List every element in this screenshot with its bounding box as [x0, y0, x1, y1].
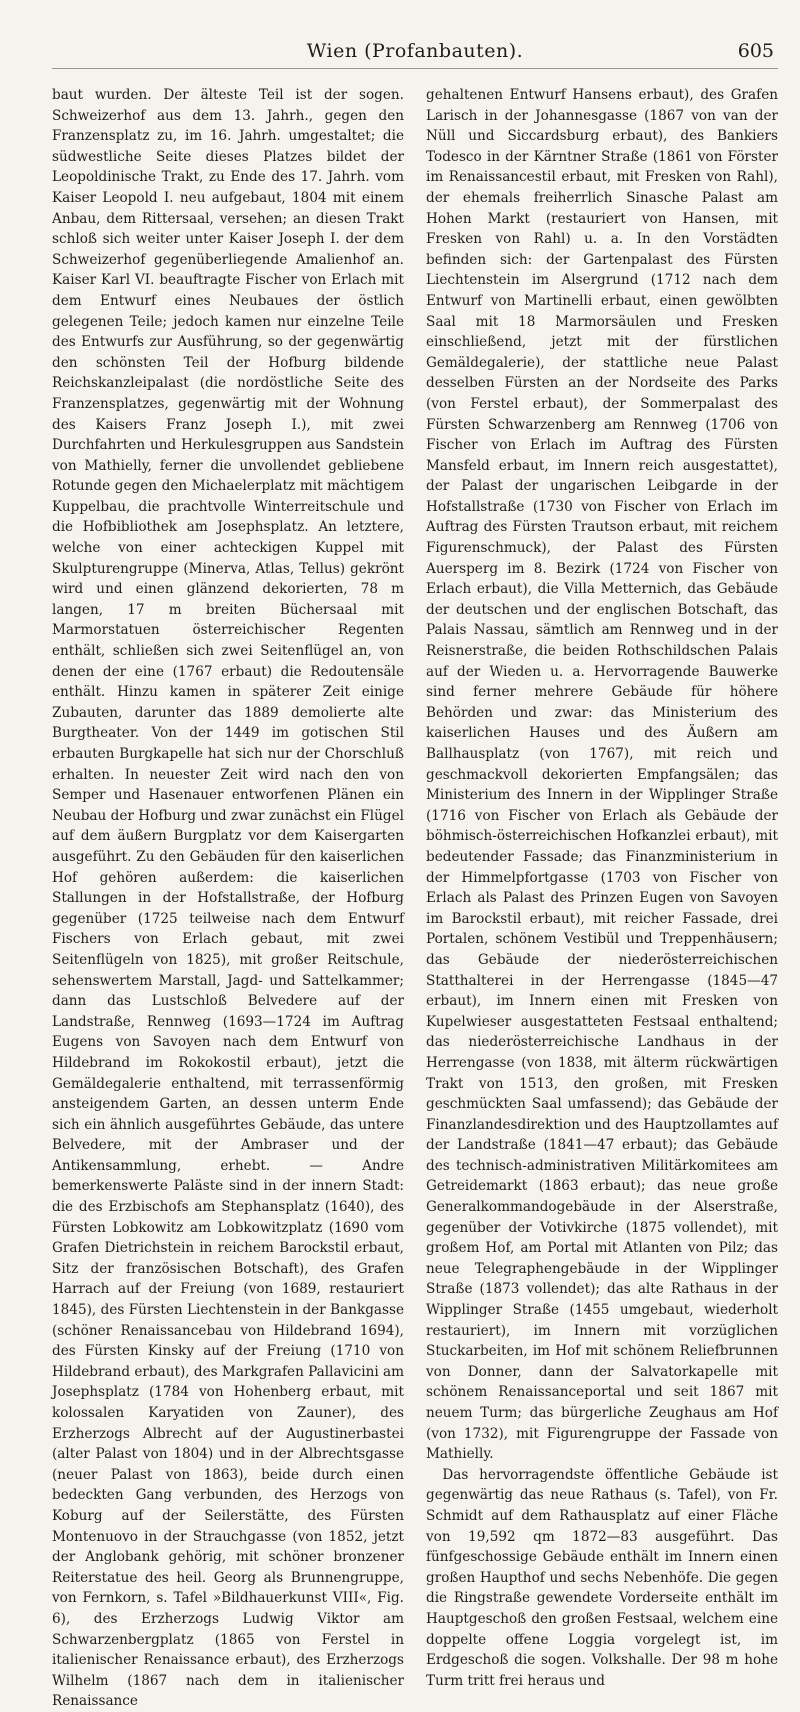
right-paragraph-1: gehaltenen Entwurf Hansens erbaut), des Grafen Larisch in der Johannesgasse (1867 von van der Nüll und Siccardsburg erbaut), des Bankiers Todesco in der Kärntner Straße (1861 von Förster im Renaissancestil erbaut, mit Fresken von Rahl), der ehemals freiherrlich Sinasche Palast am Hohen Markt (restauriert von Hansen, mit Fresken von Rahl) u. a. In den Vorstädten befinden sich: der Gartenpalast des Fürsten Liechtenstein im Alsergrund (1712 nach dem Entwurf von Martinelli erbaut, einen gewölbten Saal mit 18 Marmorsäulen und Fresken einschließend, jetzt mit der fürstlichen Gemäldegalerie), der stattliche neue Palast desselben Fürsten an der Nordseite des Parks (von Ferstel erbaut), der Sommerpalast des Fürsten Schwarzenberg am Rennweg (1706 von Fischer von Erlach im Auftrag des Fürsten Mansfeld erbaut, im Innern reich ausgestattet), der Palast der ungarischen Leibgarde in der Hofstallstraße (1730 von Fischer von Erlach im Auftrag des Fürsten Trautson erbaut, mit reichem Figurenschmuck), der Palast des Fürsten Auersperg im 8. Bezirk (1724 von Fischer von Erlach erbaut), die Villa Metternich, das Gebäude der deutschen und der englischen Botschaft, das Palais Nassau, sämtlich am Rennweg und in der Reisnerstraße, die beiden Rothschildschen Palais auf der Wieden u. a. Hervorragende Bauwerke sind ferner mehrere Gebäude für höhere Behörden und zwar: das Ministerium des kaiserlichen Hauses und des Äußern am Ballhausplatz (von 1767), mit reich und geschmackvoll dekorierten Empfangsälen; das Ministerium des Innern in der Wipplinger Straße (1716 von Fischer von Erlach als Gebäude der böhmisch-österreichischen Hofkanzlei erbaut), mit bedeutender Fassade; das Finanzministerium in der Himmelpfortgasse (1703 von Fischer von Erlach als Palast des Prinzen Eugen von Savoyen im Barockstil erbaut), mit reicher Fassade, drei Portalen, schönem Vestibül und Treppenhäusern; das Gebäude der niederösterreichischen Statthalterei in der Herrengasse (1845—47 erbaut), im Innern einen mit Fresken von Kupelwieser ausgestatteten Festsaal enthaltend; das niederösterreichische Landhaus in der Herrengasse (von 1838, mit älterm rückwärtigen Trakt von 1513, den großen, mit Fresken geschmückten Saal umfassend); das Gebäude der Finanzlandesdirektion und des Hauptzollamtes auf der Landstraße (1841—47 erbaut); das Gebäude des technisch-administrativen Militärkomitees am Getreidemarkt (1863 erbaut); das neue große Generalkommandogebäude in der Alserstraße, gegenüber der Votivkirche (1875 vollendet), mit großem Hof, am Portal mit Atlanten von Pilz; das neue Telegraphengebäude in der Wipplinger Straße (1873 vollendet); das alte Rathaus in der Wipplinger Straße (1455 umgebaut, wiederholt restauriert), im Innern mit vorzüglichen Stuckarbeiten, im Hof mit schönem Reliefbrunnen von Donner, dann der Salvatorkapelle mit schönem Renaissanceportal und seit 1867 mit neuem Turm; das bürgerliche Zeughaus am Hof (von 1732), mit Figurengruppe der Fassade von Mathielly.: [426, 87, 778, 1463]
page-number: 605: [737, 40, 774, 62]
left-column: [52, 85, 404, 1710]
running-head: Wien (Profanbauten).: [306, 40, 524, 62]
right-column: [426, 85, 778, 1689]
page-header: [52, 36, 778, 69]
text-columns: [52, 85, 778, 1710]
left-paragraph-1: baut wurden. Der älteste Teil ist der sogen. Schweizerhof aus dem 13. Jahrh., gegen den Franzensplatz zu, im 16. Jahrh. umgestaltet; die südwestliche Seite dieses Platzes bildet der Leopoldinische Trakt, zu Ende des 17. Jahrh. vom Kaiser Leopold I. neu aufgebaut, 1804 mit einem Anbau, dem Rittersaal, versehen; an diesen Trakt schloß sich weiter unter Kaiser Joseph I. der dem Schweizerhof gegenüberliegende Amalienhof an. Kaiser Karl VI. beauftragte Fischer von Erlach mit dem Entwurf eines Neubaues der östlich gelegenen Teile; jedoch kamen nur einzelne Teile des Entwurfs zur Ausführung, so der gegenwärtig den schönsten Teil der Hofburg bildende Reichskanzleipalast (die nordöstliche Seite des Franzensplatzes, gegenwärtig mit der Wohnung des Kaisers Franz Joseph I.), mit zwei Durchfahrten und Herkulesgruppen aus Sandstein von Mathielly, ferner die unvollendet gebliebene Rotunde gegen den Michaelerplatz mit mächtigem Kuppelbau, die prachtvolle Winterreitschule und die Hofbibliothek am Josephsplatz. An letztere, welche von einer achteckigen Kuppel mit Skulpturengruppe (Minerva, Atlas, Tellus) gekrönt wird und einen glänzend dekorierten, 78 m langen, 17 m breiten Büchersaal mit Marmorstatuen österreichischer Regenten enthält, schließen sich zwei Seitenflügel an, von denen der eine (1767 erbaut) die Redoutensäle enthält. Hinzu kamen in späterer Zeit einige Zubauten, darunter das 1889 demolierte alte Burgtheater. Von der 1449 im gotischen Stil erbauten Burgkapelle hat sich nur der Chorschluß erhalten. In neuester Zeit wird nach den von Semper und Hasenauer entworfenen Plänen ein Neubau der Hofburg und zwar zunächst ein Flügel auf dem äußern Burgplatz vor dem Kaisergarten ausgeführt. Zu den Gebäuden für den kaiserlichen Hof gehören außerdem: die kaiserlichen Stallungen in der Hofstallstraße, der Hofburg gegenüber (1725 teilweise nach dem Entwurf Fischers von Erlach gebaut, mit zwei Seitenflügeln von 1825), mit großer Reitschule, sehenswertem Marstall, Jagd- und Sattelkammer; dann das Lustschloß Belvedere auf der Landstraße, Rennweg (1693—1724 im Auftrag Eugens von Savoyen nach dem Entwurf von Hildebrand im Rokokostil erbaut), jetzt die Gemäldegalerie enthaltend, mit terrassenförmig ansteigendem Garten, an dessen unterm Ende sich ein ähnlich ausgeführtes Gebäude, das untere Belvedere, mit der Ambraser und der Antikensammlung, erhebt. — Andre bemerkenswerte Paläste sind in der innern Stadt: die des Erzbischofs am Stephansplatz (1640), des Fürsten Lobkowitz am Lobkowitzplatz (1690 vom Grafen Dietrichstein in reichem Barockstil erbaut, Sitz der französischen Botschaft), des Grafen Harrach auf der Freiung (von 1689, restauriert 1845), des Fürsten Liechtenstein in der Bankgasse (schöner Renaissancebau von Hildebrand 1694), des Fürsten Kinsky auf der Freiung (1710 von Hildebrand erbaut), des Markgrafen Pallavicini am Josephsplatz (1784 von Hohenberg erbaut, mit kolossalen Karyatiden von Zauner), des Erzherzogs Albrecht auf der Augustinerbastei (alter Palast von 1804) und in der Albrechtsgasse (neuer Palast von 1863), beide durch einen bedeckten Gang verbunden, des Herzogs von Koburg auf der Seilerstätte, des Fürsten Montenuovo in der Strauchgasse (von 1852, jetzt der Anglobank gehörig, mit schöner bronzener Reiterstatue des heil. Georg als Brunnengruppe, von Fernkorn, s. Tafel »Bildhauerkunst VIII«, Fig. 6), des Erzherzogs Ludwig Viktor am Schwarzenbergplatz (1865 von Ferstel in italienischer Renaissance erbaut), des Erzherzogs Wilhelm (1867 nach dem in italienischer Renaissance: [52, 87, 404, 1710]
right-paragraph-2: Das hervorragendste öffentliche Gebäude ist gegenwärtig das neue Rathaus (s. Tafel), von Fr. Schmidt auf dem Rathausplatz auf einer Fläche von 19,592 qm 1872—83 ausgeführt. Das fünfgeschossige Gebäude enthält im Innern einen großen Haupthof und sechs Nebenhöfe. Die gegen die Ringstraße gewendete Vorderseite enthält im Hauptgeschoß den großen Festsaal, welchem eine doppelte offene Loggia vorgelegt ist, im Erdgeschoß die sogen. Volkshalle. Der 98 m hohe Turm tritt frei heraus und: [426, 1466, 778, 1689]
